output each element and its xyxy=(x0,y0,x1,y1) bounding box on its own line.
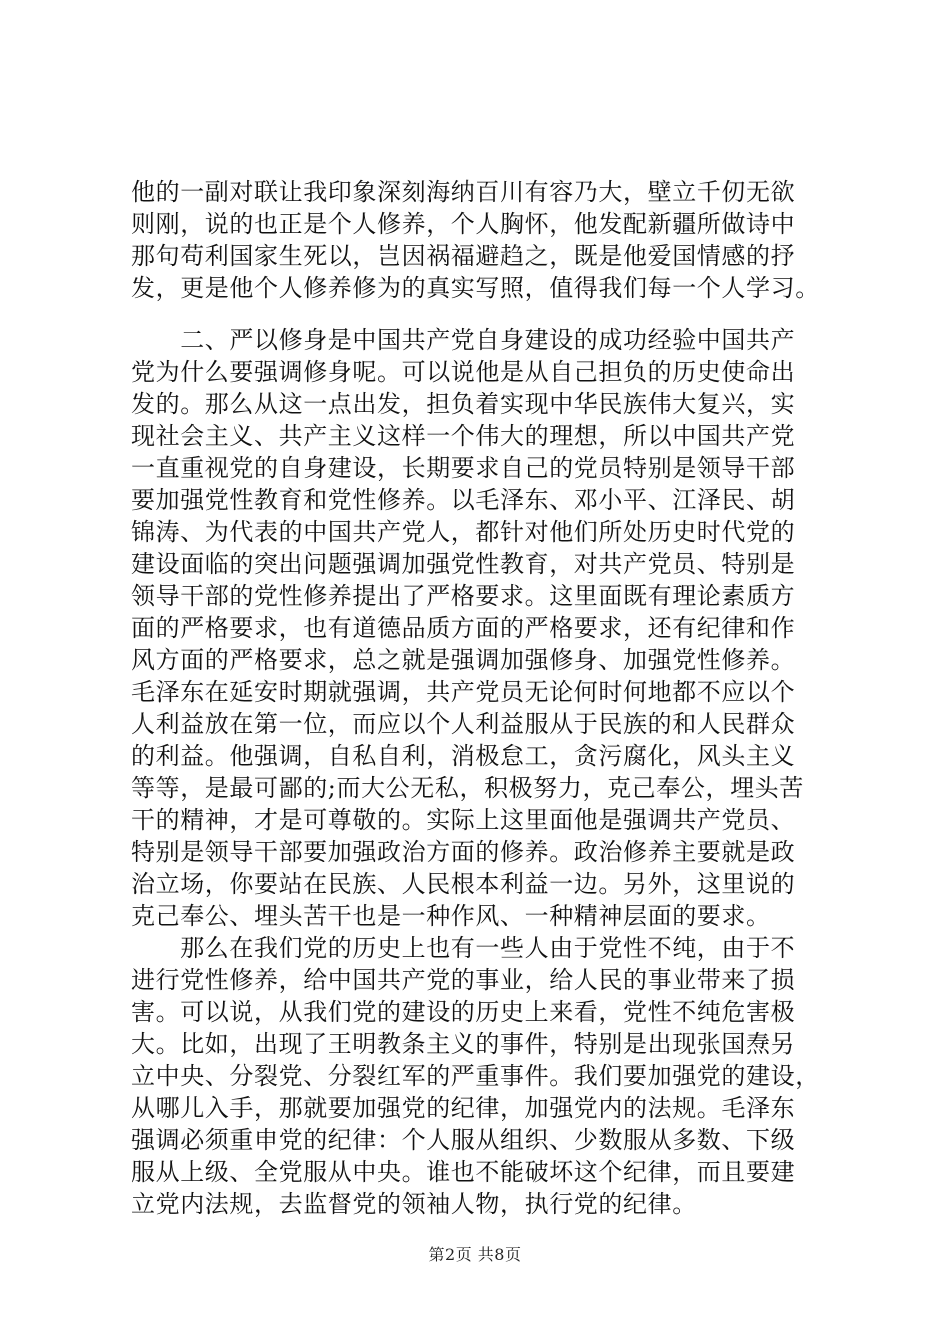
text-line: 立中央、分裂党、分裂红军的严重事件。我们要加强党的建设， xyxy=(131,1062,820,1090)
text-line: 风方面的严格要求，总之就是强调加强修身、加强党性修养。 xyxy=(131,646,796,674)
paragraph-one xyxy=(131,176,831,304)
text-line: 特别是领导干部要加强政治方面的修养。政治修养主要就是政 xyxy=(131,838,796,866)
text-line: 进行党性修养，给中国共产党的事业，给人民的事业带来了损 xyxy=(131,966,796,994)
text-line: 服从上级、全党服从中央。谁也不能破坏这个纪律，而且要建 xyxy=(131,1158,796,1186)
text-line: 发的。那么从这一点出发，担负着实现中华民族伟大复兴，实 xyxy=(131,390,796,418)
page-number-footer: 第2页 共8页 xyxy=(428,1245,522,1264)
text-line: 他的一副对联让我印象深刻海纳百川有容乃大，壁立千仞无欲 xyxy=(131,178,796,206)
text-line: 锦涛、为代表的中国共产党人，都针对他们所处历史时代党的 xyxy=(131,518,796,546)
text-line: 害。可以说，从我们党的建设的历史上来看，党性不纯危害极 xyxy=(131,998,796,1026)
text-line: 强调必须重申党的纪律：个人服从组织、少数服从多数、下级 xyxy=(131,1126,796,1154)
text-line: 二、严以修身是中国共产党自身建设的成功经验中国共产 xyxy=(131,326,796,354)
text-line: 领导干部的党性修养提出了严格要求。这里面既有理论素质方 xyxy=(131,582,796,610)
text-line: 等等，是最可鄙的;而大公无私，积极努力，克己奉公，埋头苦 xyxy=(131,774,804,802)
text-line: 毛泽东在延安时期就强调，共产党员无论何时何地都不应以个 xyxy=(131,678,796,706)
text-line: 克己奉公、埋头苦干也是一种作风、一种精神层面的要求。 xyxy=(131,902,771,930)
text-line: 一直重视党的自身建设，长期要求自己的党员特别是领导干部 xyxy=(131,454,796,482)
text-line: 立党内法规，去监督党的领袖人物，执行党的纪律。 xyxy=(131,1190,697,1218)
text-line: 则刚，说的也正是个人修养，个人胸怀，他发配新疆所做诗中 xyxy=(131,210,796,238)
text-line: 干的精神，才是可尊敬的。实际上这里面他是强调共产党员、 xyxy=(131,806,796,834)
text-line: 那么在我们党的历史上也有一些人由于党性不纯，由于不 xyxy=(131,934,796,962)
text-line: 大。比如，出现了王明教条主义的事件，特别是出现张国焘另 xyxy=(131,1030,796,1058)
text-line: 人利益放在第一位，而应以个人利益服从于民族的和人民群众 xyxy=(131,710,796,738)
text-line: 的利益。他强调，自私自利，消极怠工，贪污腐化，风头主义 xyxy=(131,742,796,770)
text-line: 发，更是他个人修养修为的真实写照，值得我们每一个人学习。 xyxy=(131,274,820,302)
text-line: 要加强党性教育和党性修养。以毛泽东、邓小平、江泽民、胡 xyxy=(131,486,796,514)
text-line: 从哪儿入手，那就要加强党的纪律，加强党内的法规。毛泽东 xyxy=(131,1094,796,1122)
text-line: 面的严格要求，也有道德品质方面的严格要求，还有纪律和作 xyxy=(131,614,796,642)
text-line: 治立场，你要站在民族、人民根本利益一边。另外，这里说的 xyxy=(131,870,796,898)
paragraph-two xyxy=(131,324,831,1220)
text-line: 那句苟利国家生死以，岂因祸福避趋之，既是他爱国情感的抒 xyxy=(131,242,796,270)
text-line: 党为什么要强调修身呢。可以说他是从自己担负的历史使命出 xyxy=(131,358,796,386)
text-line: 建设面临的突出问题强调加强党性教育，对共产党员、特别是 xyxy=(131,550,796,578)
text-line: 现社会主义、共产主义这样一个伟大的理想，所以中国共产党 xyxy=(131,422,796,450)
